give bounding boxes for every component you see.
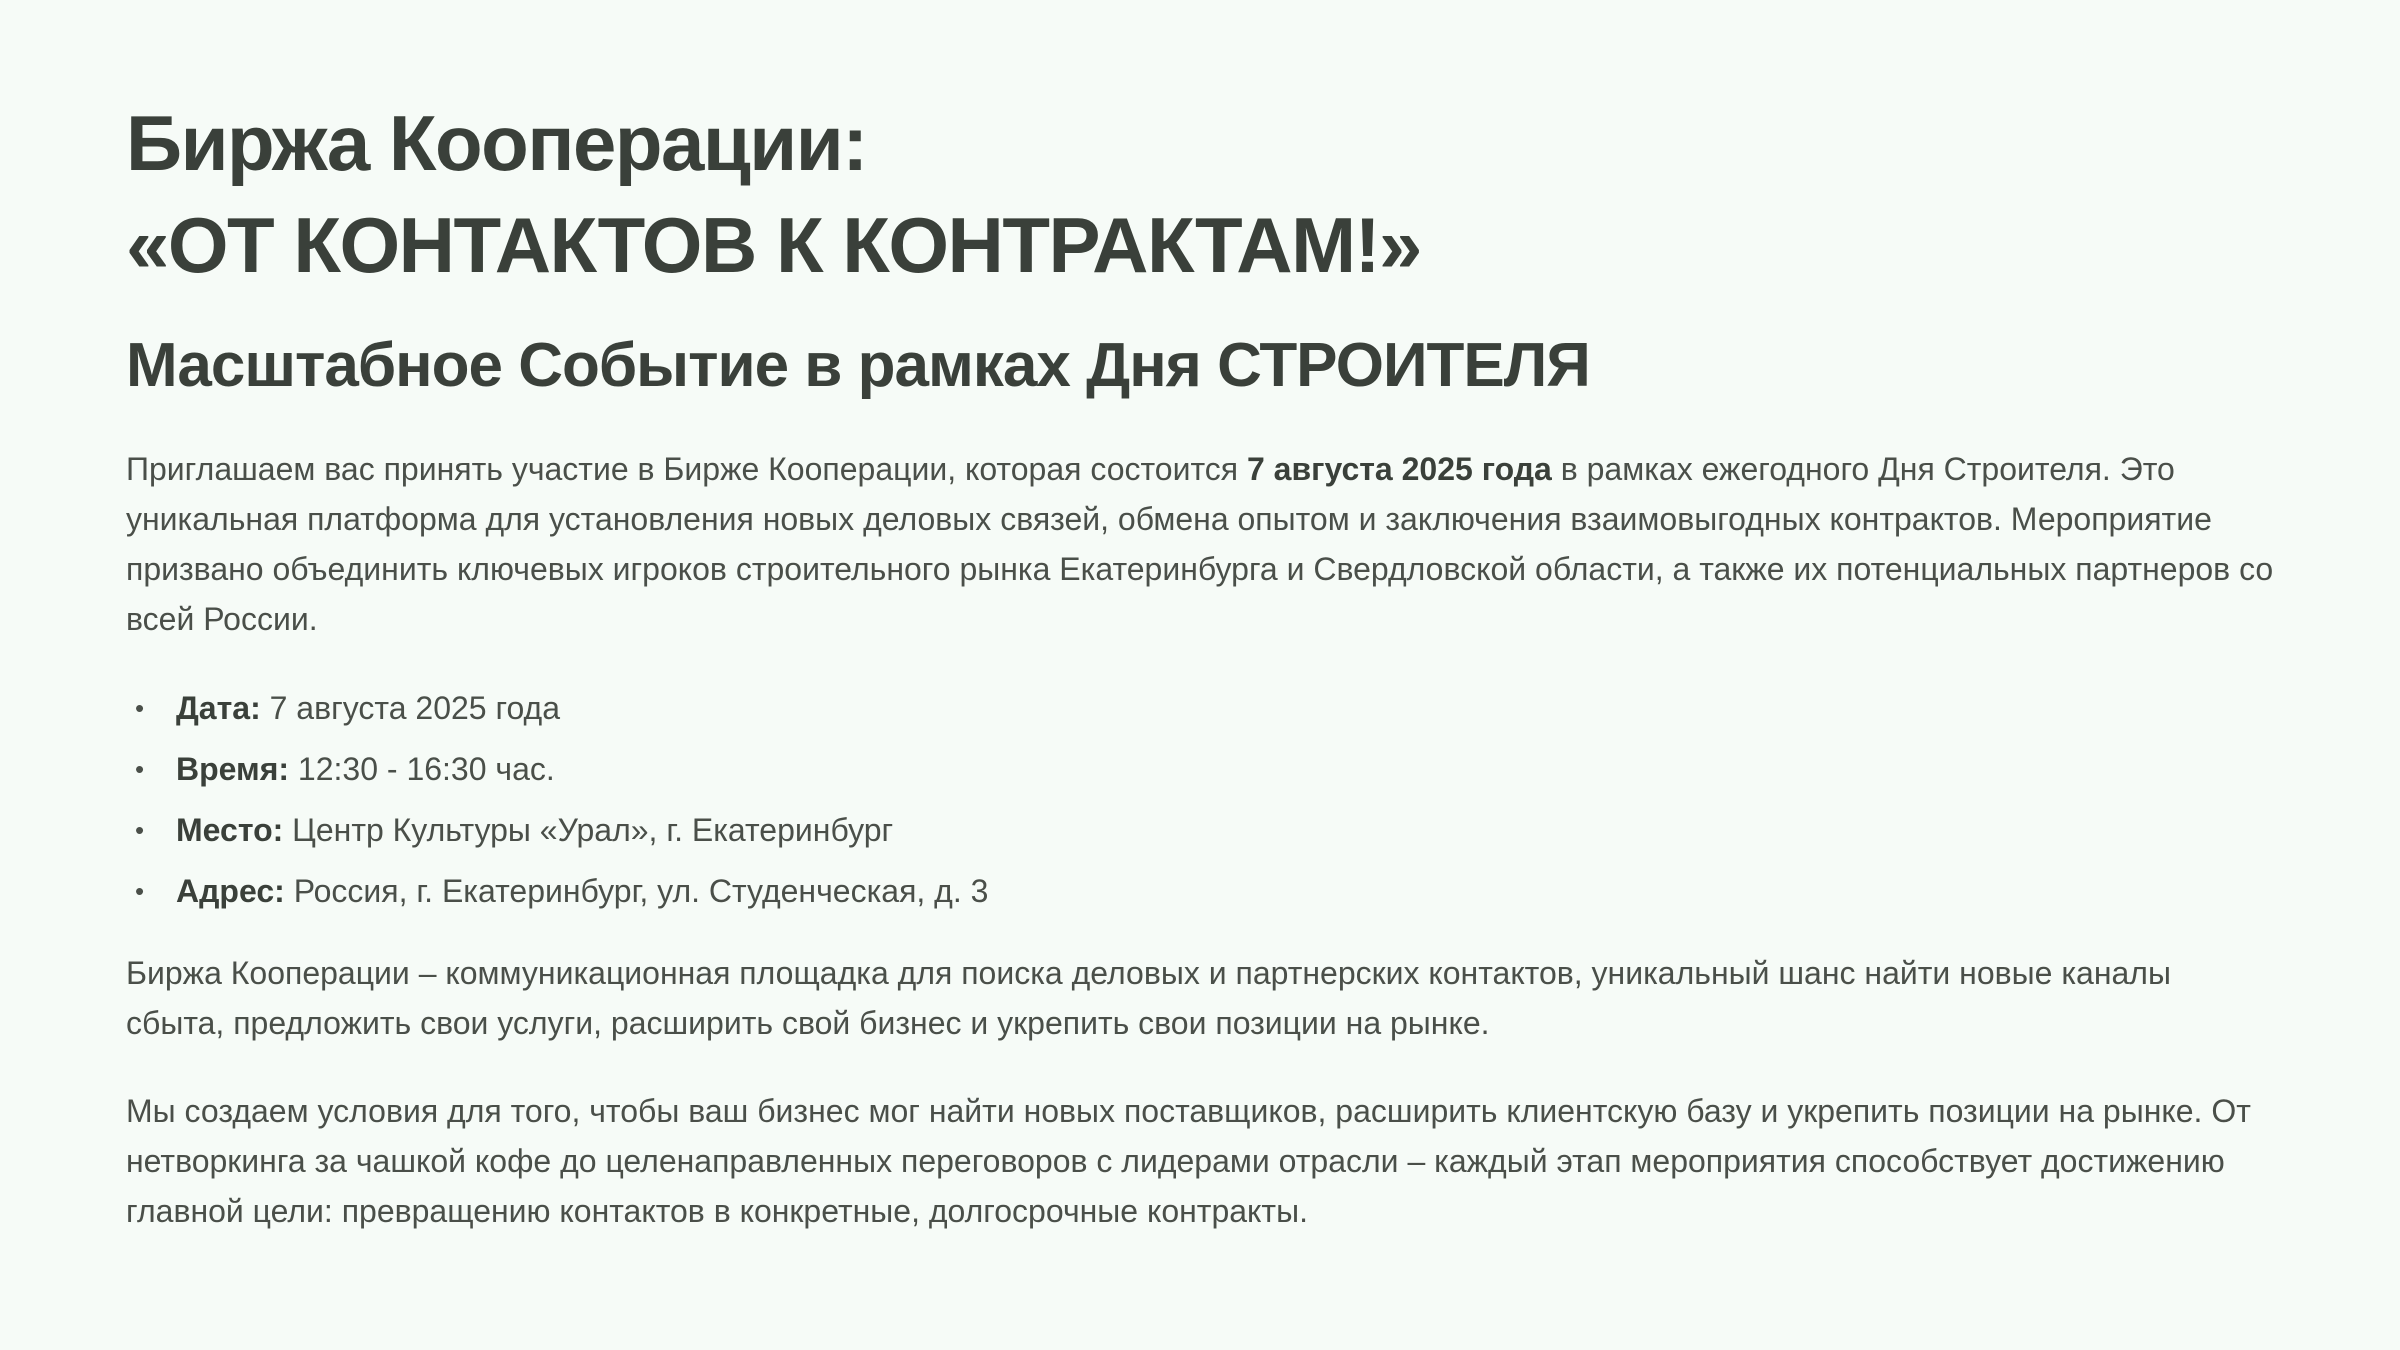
fact-value: 12:30 - 16:30 час. [289, 751, 555, 787]
intro-paragraph [126, 444, 2276, 644]
document-page [126, 92, 2276, 1236]
fact-value: Россия, г. Екатеринбург, ул. Студенческая, д. 3 [284, 873, 989, 909]
fact-label: Время: [176, 751, 290, 787]
page-title [126, 92, 2276, 296]
goals-paragraph: Мы создаем условия для того, чтобы ваш бизнес мог найти новых поставщиков, расширить клиентскую базу и укрепить позиции на рынке. От нетворкинга за чашкой кофе до целенаправленных переговоров с лидерами отрасли – каждый этап мероприятия способствует достижению главной цели: превращению контактов в конкретные, долгосрочные контракты. [126, 1093, 2251, 1229]
fact-label: Адрес: [176, 873, 285, 909]
fact-label: Дата: [176, 690, 261, 726]
fact-venue [126, 800, 2276, 861]
title-line-2: «ОТ КОНТАКТОВ К КОНТРАКТАМ!» [126, 201, 1421, 289]
page-subtitle: Масштабное Событие в рамках Дня СТРОИТЕЛЯ [126, 331, 1590, 400]
fact-value: Центр Культуры «Урал», г. Екатеринбург [283, 812, 894, 848]
intro-text-before: Приглашаем вас принять участие в Бирже Кооперации, которая состоится [126, 451, 1247, 487]
fact-address [126, 861, 2276, 922]
fact-date [126, 678, 2276, 739]
fact-time [126, 739, 2276, 800]
bullet-icon: • [135, 876, 145, 906]
fact-value: 7 августа 2025 года [260, 690, 560, 726]
title-line-1: Биржа Кооперации: [126, 99, 867, 187]
fact-label: Место: [176, 812, 284, 848]
bullet-icon: • [135, 754, 145, 784]
event-facts-list [126, 678, 2276, 922]
bullet-icon: • [135, 815, 145, 845]
intro-date-highlight: 7 августа 2025 года [1246, 451, 1552, 487]
about-paragraph: Биржа Кооперации – коммуникационная площадка для поиска деловых и партнерских контактов, уникальный шанс найти новые каналы сбыта, предложить свои услуги, расширить свой бизнес и укрепить свои позиции на рынке. [126, 955, 2171, 1041]
intro-text-after: в рамках ежегодного Дня Строителя. Это уникальная платформа для установления новых деловых связей, обмена опытом и заключения взаимовыгодных контрактов. Мероприятие призвано объединить ключевых игроков строительного рынка Екатеринбурга и Свердловской области, а также их потенциальных партнеров со всей России. [126, 451, 2274, 637]
bullet-icon: • [135, 693, 145, 723]
